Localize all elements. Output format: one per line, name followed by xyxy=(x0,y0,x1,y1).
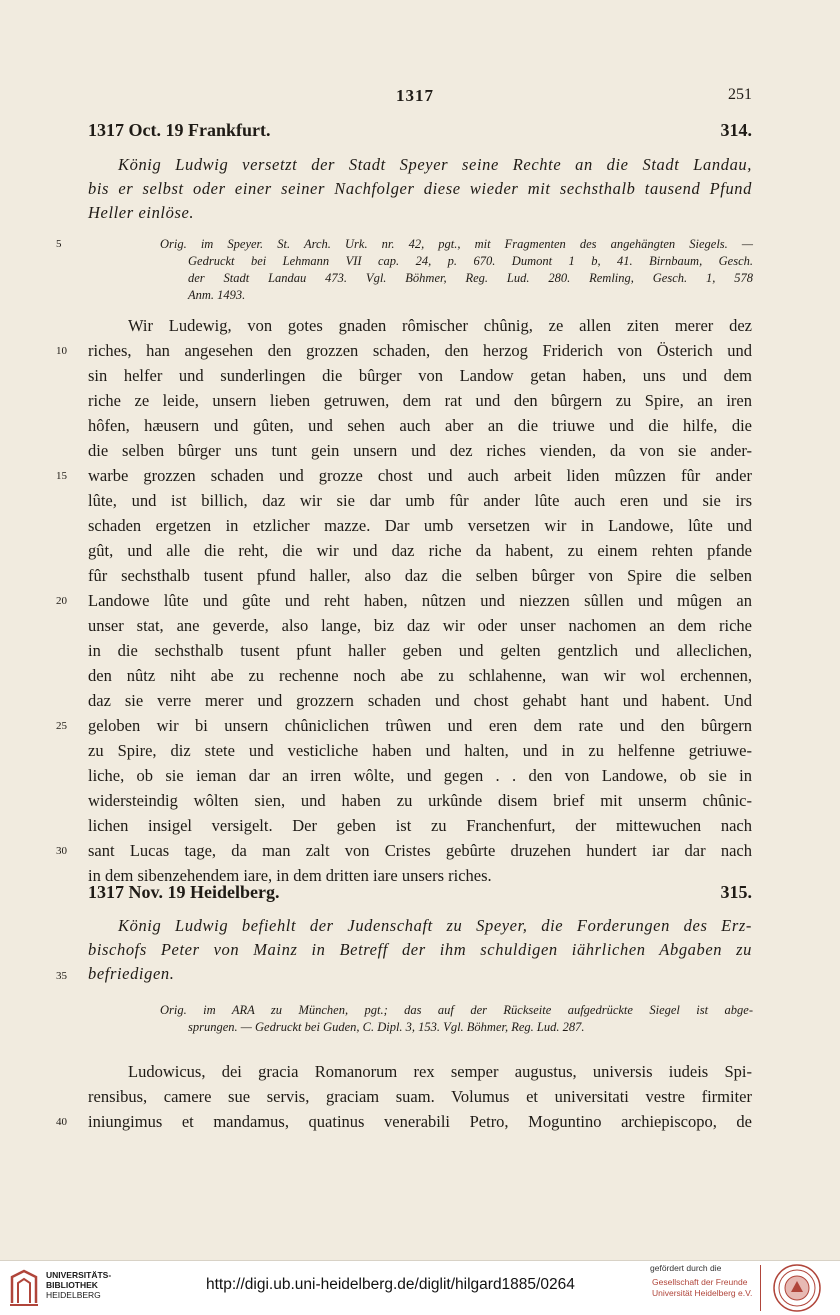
source-line: Gedruckt bei Lehmann VII cap. 24, p. 670. Dumont 1 b, 41. Birnbaum, Gesch. xyxy=(188,254,753,268)
doc-314-number: 314. xyxy=(720,120,752,140)
text-line: lûte, und ist billich, daz wir sie dar umb fûr ander lûte auch eren und sie irs xyxy=(88,491,752,510)
library-name-line: BIBLIOTHEK xyxy=(46,1280,98,1290)
footer-divider xyxy=(760,1265,761,1311)
text-line: geloben wir bi unsern chûniclichen trûwen und eren dem rate und den bûrgern xyxy=(88,716,752,735)
doc-315-sources xyxy=(160,1002,753,1036)
library-name-line: HEIDELBERG xyxy=(46,1290,101,1300)
text-line: lichen insigel versigelt. Der geben ist zu Franchenfurt, der mittewuchen nach xyxy=(88,816,752,835)
source-line: Orig. im ARA zu München, pgt.; das auf der Rückseite aufgedrückte Siegel ist abge- xyxy=(160,1003,753,1017)
text-line: in dem sibenzehendem iare, in dem dritten iare unsers riches. xyxy=(88,866,492,885)
text-line: sin helfer und sunderlingen die bûrger von Landow getan haben, uns und dem xyxy=(88,366,752,385)
text-line: hôfen, hæusern und gûten, und sehen auch aber an die triuwe und die hilfe, die xyxy=(88,416,752,435)
text-line: in die sechsthalb tusent pfunt haller geben und gelten gentzlich und alleclichen, xyxy=(88,641,752,660)
text-line: warbe grozzen schaden und grozze chost und auch arbeit liden mûzzen fûr ander xyxy=(88,466,752,485)
regest-line: befriedigen. xyxy=(88,964,175,983)
text-line: zu Spire, diz stete und vesticliche haben und halten, und in zu helfenne getriuwe- xyxy=(88,741,752,760)
doc-315-header: 1317 Nov. 19 Heidelberg. xyxy=(88,882,280,902)
regest-line: bischofs Peter von Mainz in Betreff der ihm schuldigen iährlichen Abgaben zu xyxy=(88,940,752,959)
text-line: Landowe lûte und gûte und reht haben, nûtzen und niezzen sûllen und mûgen an xyxy=(88,591,752,610)
doc-314-regest xyxy=(88,153,752,225)
library-name xyxy=(46,1270,111,1300)
doc-315-regest xyxy=(88,914,752,986)
text-line: riche ze leide, unsern lieben getruwen, dem rat und den bûrgern zu Spire, an iren xyxy=(88,391,752,410)
library-name-line: UNIVERSITÄTS- xyxy=(46,1270,112,1280)
sponsor-label: gefördert durch die xyxy=(650,1263,722,1273)
text-line: liche, ob sie ieman dar an irren wôlte, und gegen . . den von Landowe, ob sie in xyxy=(88,766,752,785)
line-number: 35 xyxy=(56,970,67,982)
doc-315-number: 315. xyxy=(720,882,752,902)
regest-line: König Ludwig versetzt der Stadt Speyer seine Rechte an die Stadt Landau, xyxy=(118,155,752,174)
regest-line: Heller einlöse. xyxy=(88,203,195,222)
line-number: 10 xyxy=(56,345,67,357)
line-number: 15 xyxy=(56,470,67,482)
doc-314-header: 1317 Oct. 19 Frankfurt. xyxy=(88,120,271,140)
text-line: Ludowicus, dei gracia Romanorum rex semper augustus, universis iudeis Spi- xyxy=(128,1062,752,1081)
text-line: riches, han angesehen den grozzen schaden, den herzog Friderich von Österich und xyxy=(88,341,752,360)
running-head-year: 1317 xyxy=(396,86,434,105)
regest-line: bis er selbst oder einer seiner Nachfolger diese wieder mit sechsthalb tausend Pfund xyxy=(88,179,752,198)
text-line: iniungimus et mandamus, quatinus venerabili Petro, Moguntino archiepiscopo, de xyxy=(88,1112,752,1131)
source-line: der Stadt Landau 473. Vgl. Böhmer, Reg. Lud. 280. Remling, Gesch. 1, 578 xyxy=(188,271,753,285)
permalink-url[interactable]: http://digi.ub.uni-heidelberg.de/diglit/hilgard1885/0264 xyxy=(206,1276,575,1293)
source-line: Orig. im Speyer. St. Arch. Urk. nr. 42, pgt., mit Fragmenten des angehängten Siegels. — xyxy=(160,237,753,251)
line-number: 25 xyxy=(56,720,67,732)
page-number: 251 xyxy=(728,86,752,103)
text-line: den nûtz niht abe zu rechenne noch abe zu schlahenne, wan wir wol erchennen, xyxy=(88,666,752,685)
text-line: unser stat, ane geverde, also lange, biz daz wir oder unser nachomen an dem riche xyxy=(88,616,752,635)
doc-314-sources xyxy=(160,236,753,304)
text-line: widersteindig wôlten sien, und haben zu urkûnde disem brief mit unserm chûnic- xyxy=(88,791,752,810)
sponsor-name-line: Gesellschaft der Freunde xyxy=(652,1277,748,1287)
sponsor-name-line: Universität Heidelberg e.V. xyxy=(652,1287,753,1298)
text-line: gût, und alle die reht, die wir und daz riche da habent, zu einem rehten pfande xyxy=(88,541,752,560)
text-line: daz sie verre merer und grozzern schaden und chost gehabt hant und habent. Und xyxy=(88,691,752,710)
line-number: 30 xyxy=(56,845,67,857)
text-line: Wir Ludewig, von gotes gnaden rômischer chûnig, ze allen ziten merer dez xyxy=(128,316,752,335)
footer-bar xyxy=(0,1260,840,1315)
source-line: sprungen. — Gedruckt bei Guden, C. Dipl. 3, 153. Vgl. Böhmer, Reg. Lud. 287. xyxy=(188,1020,585,1034)
text-line: sant Lucas tage, da man zalt von Cristes gebûrte druzehen hundert iar dar nach xyxy=(88,841,752,860)
text-line: schaden ergetzen in etzlicher mazze. Dar umb versetzen wir in Landowe, lûte und xyxy=(88,516,752,535)
text-line: rensibus, camere sue servis, graciam suam. Volumus et universitati vestre firmiter xyxy=(88,1087,752,1106)
university-library-logo-icon xyxy=(8,1267,40,1307)
text-line: fûr sechsthalb tusent pfund haller, also daz die selben bûrger von Spire die selben xyxy=(88,566,752,585)
line-number: 5 xyxy=(56,238,62,250)
regest-line: König Ludwig befiehlt der Judenschaft zu Speyer, die Forderungen des Erz- xyxy=(118,916,752,935)
source-line: Anm. 1493. xyxy=(188,288,246,302)
line-number: 20 xyxy=(56,595,67,607)
university-seal-icon xyxy=(772,1263,822,1313)
sponsor-name[interactable] xyxy=(652,1277,752,1298)
line-number: 40 xyxy=(56,1116,67,1128)
text-line: die selben bûrger uns tunt gein unsern und dez riches vienden, da von sie ander- xyxy=(88,441,752,460)
